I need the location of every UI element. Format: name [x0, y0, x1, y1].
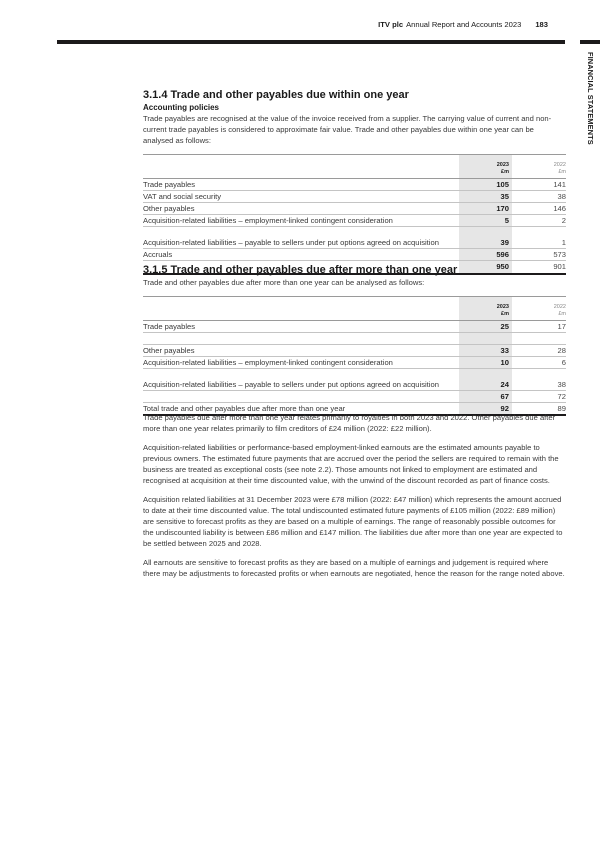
- table-subtotal-row: 67 72: [143, 391, 566, 403]
- note-paragraph: All earnouts are sensitive to forecast profits as they are based on a multiple of earnings and judgement is required where there may be adjustments to forecasted profits or when earnouts are negotiated, hence the reason for the range noted above.: [143, 558, 565, 578]
- notes-text: [143, 412, 566, 587]
- table-header-row: [143, 297, 566, 321]
- subheading: Accounting policies: [143, 103, 220, 112]
- table-row: Acquisition-related liabilities – payable to sellers under put options agreed on acquisition 39 1: [143, 227, 566, 249]
- header-rule: [57, 40, 565, 44]
- col-header-2022: 2022 £m: [512, 297, 566, 321]
- col-header-2023: 2023 £m: [459, 155, 512, 179]
- payables-after-one-year-table: [143, 296, 566, 416]
- table-row: Other payables 170 146: [143, 204, 566, 213]
- note-paragraph: Acquisition-related liabilities or performance-based employment-linked earnouts are the estimated amounts payable to previous owners. The estimated future payments that are accrued over the period the sellers are required to remain with the business are treated as exceptional costs (see note 2.2). Those amounts not linked to employment are estimated and recognised at acquisition at their time discounted value, with the unwind of the discount recorded as part of finance costs.: [143, 443, 559, 485]
- page-header: [378, 20, 548, 32]
- section-intro: Trade and other payables due after more than one year can be analysed as follows:: [143, 278, 425, 287]
- table-row: Acquisition-related liabilities – employment-linked contingent consideration 10 6: [143, 358, 566, 367]
- header-brand: ITV plc: [378, 20, 404, 29]
- side-tab-rule: [580, 40, 600, 44]
- table-spacer-row: [143, 333, 566, 345]
- table-row: Acquisition-related liabilities – employment-linked contingent consideration 5 2: [143, 216, 566, 225]
- table-row: Other payables 33 28: [143, 346, 566, 355]
- header-title: Annual Report and Accounts 2023: [406, 20, 522, 29]
- table-row: Accruals 596 573: [143, 250, 566, 259]
- page-number: 183: [535, 20, 548, 29]
- section-3-1-4: [143, 89, 566, 275]
- table-row: Trade payables 105 141: [143, 180, 566, 189]
- table-total-row: 950 901: [143, 261, 566, 275]
- note-paragraph: Trade payables due after more than one year relates primarily to royalties in both 2023 and 2022. Other payables due after more than one year relates primarily to film creditors of £24 million (2022: £22 million).: [143, 413, 556, 433]
- col-header-2022: 2022 £m: [512, 155, 566, 179]
- section-side-label: [583, 52, 595, 145]
- table-header-row: [143, 155, 566, 179]
- table-row: Trade payables 25 17: [143, 322, 566, 331]
- section-heading: 3.1.5 Trade and other payables due after more than one year: [143, 264, 458, 276]
- side-label-text: FINANCIAL STATEMENTS: [586, 52, 595, 145]
- section-3-1-5: [143, 264, 566, 416]
- section-heading: 3.1.4 Trade and other payables due within one year: [143, 89, 409, 101]
- table-row: VAT and social security 35 38: [143, 192, 566, 201]
- table-row: Acquisition-related liabilities – payable to sellers under put options agreed on acquisition 24 38: [143, 369, 566, 391]
- col-header-2023: 2023 £m: [459, 297, 512, 321]
- note-paragraph: Acquisition related liabilities at 31 December 2023 were £78 million (2022: £47 million) which represents the amount accrued to date at their time discounted value. The total undiscounted estimated future payments of £105 million (2022: £89 million) are sensitive to forecast profits as they are based on a multiple of earnings. The range of reasonably possible outcomes for the undiscounted liability is between £86 million and £147 million. The liabilities due after more than one year are expected to be settled between 2025 and 2028.: [143, 495, 563, 548]
- table-total-row: Total trade and other payables due after more than one year 92 89: [143, 404, 566, 413]
- section-intro: Trade payables are recognised at the value of the invoice received from a supplier. The carrying value of current and non-current trade payables is considered to approximate fair value. Trade and other payables due within one year can be analysed as follows:: [143, 114, 552, 145]
- payables-within-one-year-table: [143, 154, 566, 275]
